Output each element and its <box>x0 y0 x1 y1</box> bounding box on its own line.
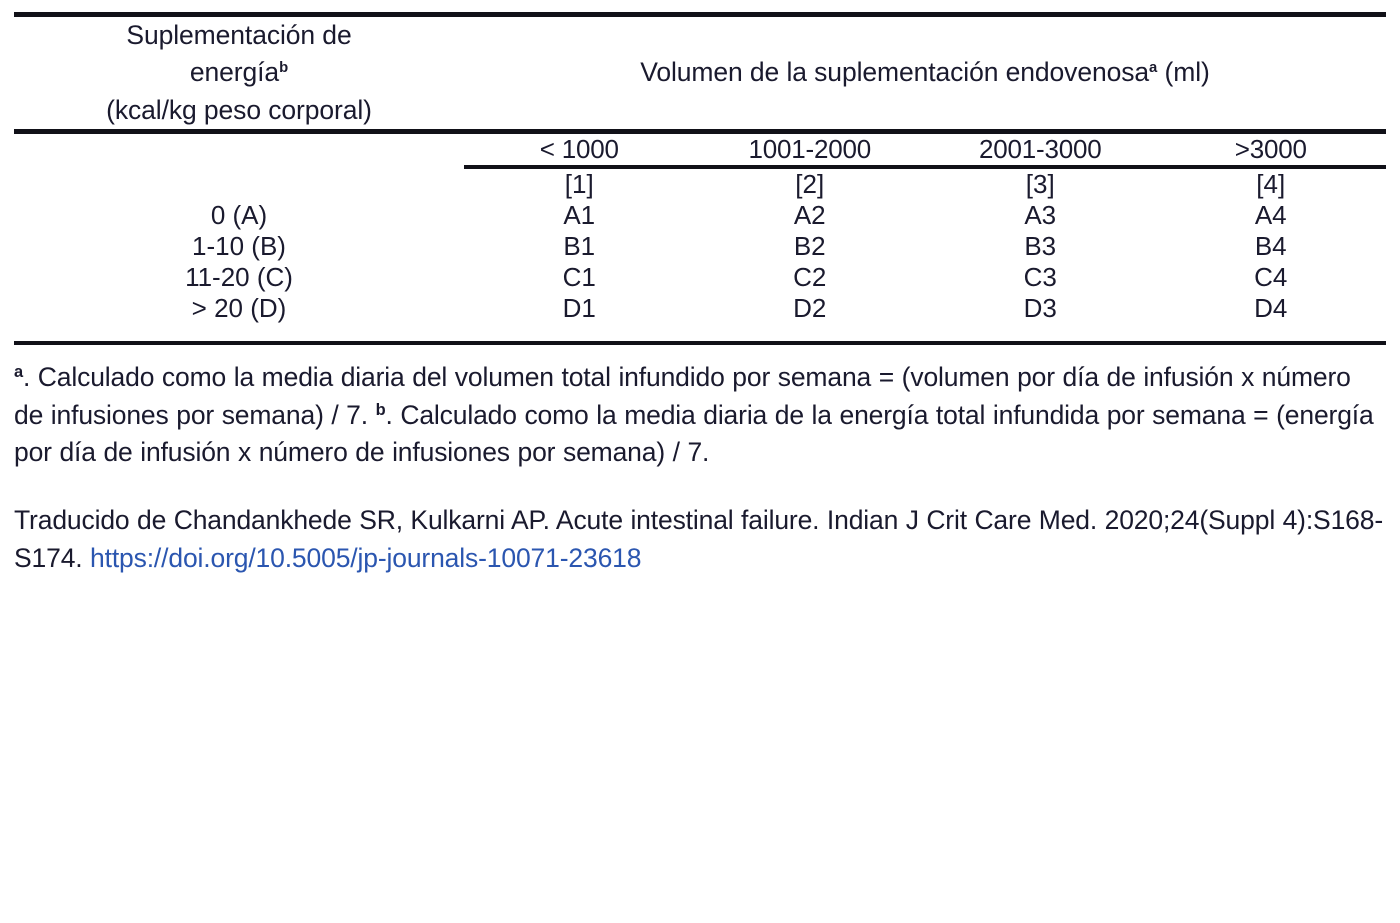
cell-0-0: A1 <box>563 200 596 231</box>
footnote-marker-a-note: a <box>14 363 23 382</box>
cell-0-2: A3 <box>1024 200 1057 231</box>
row-label-0: 0 (A) <box>210 200 268 231</box>
supplementation-table-body <box>14 134 1386 341</box>
footnote-text-a: . Calculado como la media diaria del volumen total infundido por semana = (volumen por día de infusión x número de infusiones por semana) / 7. <box>14 362 1351 430</box>
table-row <box>14 262 1386 293</box>
stub-header-cell <box>14 17 464 129</box>
column-header-row <box>14 134 1386 165</box>
span-header-unit: (ml) <box>1157 57 1210 88</box>
cell-3-1: D2 <box>793 293 827 324</box>
column-index-1: [2] <box>795 169 825 200</box>
column-index-stub-spacer <box>14 169 464 200</box>
column-header-1: 1001-2000 <box>748 134 872 165</box>
table-header-row <box>14 17 1386 129</box>
table-row <box>14 200 1386 231</box>
cell-2-0: C1 <box>562 262 596 293</box>
stub-header-line3: (kcal/kg peso corporal) <box>106 94 372 125</box>
cell-3-3: D4 <box>1254 293 1288 324</box>
stub-header-line1: Suplementación de <box>126 20 352 50</box>
column-header-0: < 1000 <box>539 134 619 165</box>
footnotes <box>14 359 1386 472</box>
footnote-marker-a: a <box>1149 60 1158 77</box>
supplementation-table <box>14 17 1386 129</box>
cell-2-1: C2 <box>793 262 827 293</box>
column-index-3: [4] <box>1256 169 1286 200</box>
column-index-0: [1] <box>564 169 594 200</box>
footnote-marker-b-note: b <box>375 400 386 419</box>
footnote-marker-b: b <box>279 60 289 77</box>
footnote-text-b: . Calculado como la media diaria de la energía total infundida por semana = (energía por día de infusión x número de infusiones por semana) / 7. <box>14 399 1374 468</box>
doi-link[interactable]: https://doi.org/10.5005/jp-journals-10071-23618 <box>90 542 642 573</box>
table-figure <box>0 12 1400 923</box>
span-header-text: Volumen de la suplementación endovenosa <box>640 57 1150 88</box>
row-label-3: > 20 (D) <box>191 293 287 324</box>
column-header-2: 2001-3000 <box>978 134 1102 165</box>
source-credit <box>14 502 1386 577</box>
column-index-row <box>14 169 1386 200</box>
column-header-3: >3000 <box>1234 134 1307 165</box>
stub-header-line2: energía <box>189 57 280 88</box>
credit-text: Traducido de Chandankhede SR, Kulkarni AP. Acute intestinal failure. Indian J Crit Care Med. 2020;24(Suppl 4):S168-S174. <box>14 504 1384 573</box>
cell-3-2: D3 <box>1023 293 1057 324</box>
row-label-1: 1-10 (B) <box>192 231 286 262</box>
cell-2-2: C3 <box>1023 262 1057 293</box>
row-label-2: 11-20 (C) <box>185 262 293 293</box>
column-header-stub-spacer <box>14 134 464 165</box>
cell-0-1: A2 <box>793 200 826 231</box>
table-bottom-rule <box>14 341 1386 345</box>
cell-0-3: A4 <box>1254 200 1287 231</box>
cell-1-0: B1 <box>563 231 596 262</box>
cell-1-1: B2 <box>793 231 826 262</box>
table-row <box>14 293 1386 341</box>
column-index-2: [3] <box>1025 169 1055 200</box>
cell-1-3: B4 <box>1254 231 1287 262</box>
span-header-cell <box>464 17 1386 129</box>
cell-1-2: B3 <box>1024 231 1057 262</box>
cell-2-3: C4 <box>1254 262 1288 293</box>
table-row <box>14 231 1386 262</box>
cell-3-0: D1 <box>562 293 596 324</box>
